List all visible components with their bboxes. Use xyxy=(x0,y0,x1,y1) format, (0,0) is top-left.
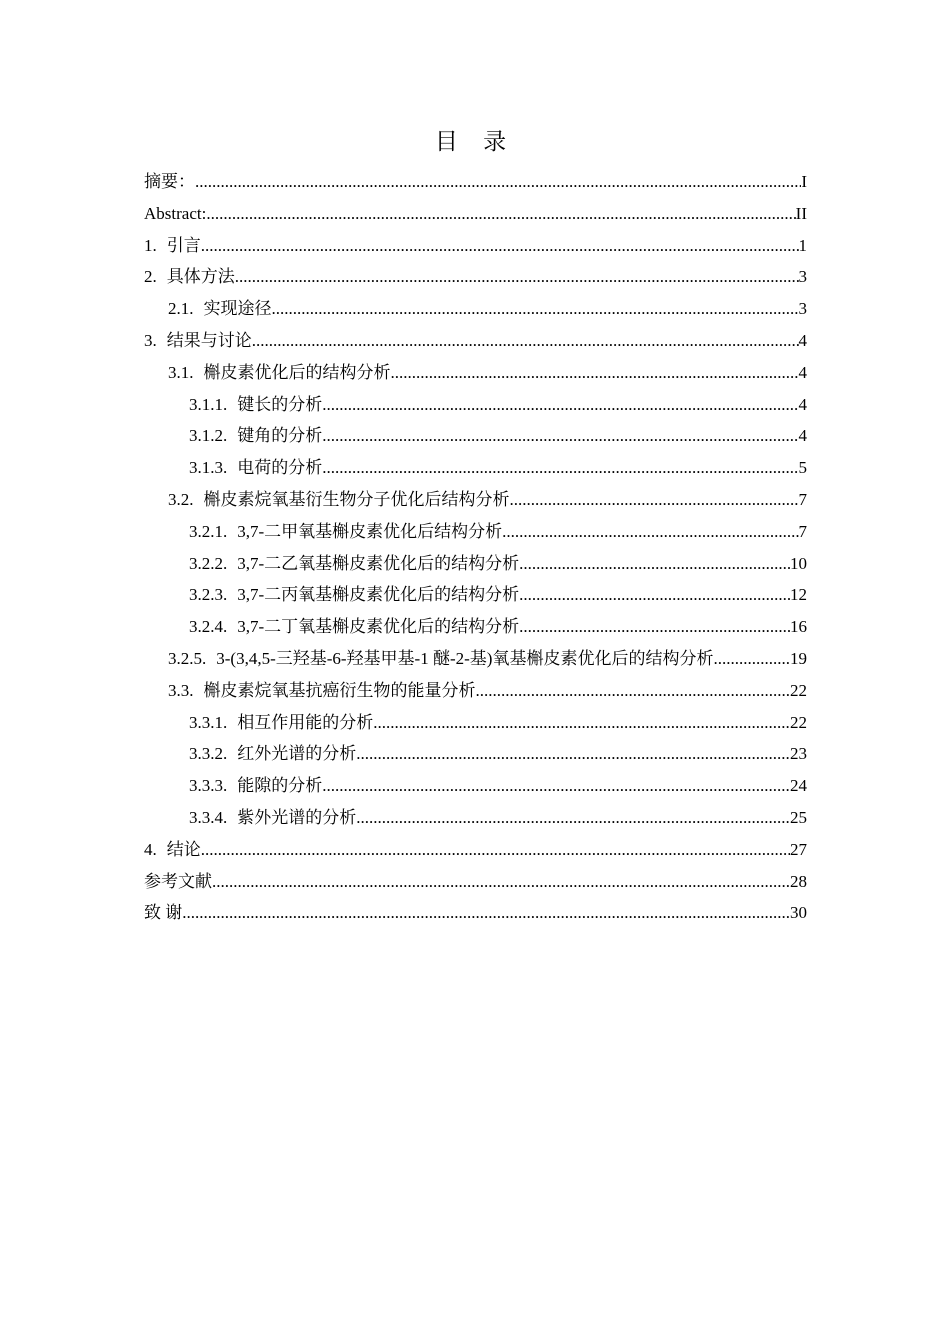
toc-entry-page: 24 xyxy=(790,776,807,796)
toc-entry-label: 槲皮素烷氧基衍生物分子优化后结构分析 xyxy=(203,489,510,509)
toc-entry-label: 3,7-二丙氧基槲皮素优化后的结构分析 xyxy=(237,585,520,605)
toc-entry[interactable] xyxy=(144,548,807,580)
toc-entry[interactable] xyxy=(144,643,807,675)
toc-dot-leader xyxy=(373,707,790,739)
toc-entry-page: 16 xyxy=(790,617,807,637)
toc-entry-label: 致 谢 xyxy=(144,903,183,923)
toc-dot-leader xyxy=(252,325,799,357)
toc-entry[interactable] xyxy=(144,230,807,262)
toc-entry-number: 2. xyxy=(144,267,157,287)
toc-dot-leader xyxy=(272,293,799,325)
toc-entry-label: 结论 xyxy=(166,839,201,859)
toc-entry-page: 22 xyxy=(790,680,807,700)
toc-entry-page: II xyxy=(795,203,807,223)
toc-dot-leader xyxy=(322,770,790,802)
toc-entry-number: 1. xyxy=(144,235,157,255)
toc-entry[interactable] xyxy=(144,166,807,198)
toc-entry-number: 3.1.1. xyxy=(189,394,228,414)
toc-entry-page: I xyxy=(801,172,807,191)
toc-entry-number: 3.2.3. xyxy=(189,585,228,605)
toc-entry-number: 3.2.4. xyxy=(189,617,228,637)
toc-entry[interactable] xyxy=(144,770,807,802)
toc-entry-label: 能隙的分析 xyxy=(237,776,323,796)
toc-entry-label: 槲皮素优化后的结构分析 xyxy=(203,362,391,382)
toc-dot-leader xyxy=(322,420,798,452)
toc-entry-page: 10 xyxy=(790,553,807,573)
toc-entry[interactable] xyxy=(144,516,807,548)
toc-entry-page: 3 xyxy=(798,299,807,319)
toc-entry-page: 27 xyxy=(790,839,807,859)
toc-dot-leader xyxy=(476,675,791,707)
toc-entry-page: 23 xyxy=(790,744,807,764)
toc-entry-number: 2.1. xyxy=(168,299,194,319)
toc-entry-label: 引言 xyxy=(166,235,201,255)
toc-entry-number: 3.1.3. xyxy=(189,458,228,478)
toc-entry-label: 红外光谱的分析 xyxy=(237,744,357,764)
toc-entry-label: 3-(3,4,5-三羟基-6-羟基甲基-1 醚-2-基)氧基槲皮素优化后的结构分析 xyxy=(216,648,714,668)
table-of-contents xyxy=(144,166,807,929)
toc-entry-number: 3.3. xyxy=(168,680,194,700)
toc-dot-leader xyxy=(519,579,790,611)
toc-entry-label: 电荷的分析 xyxy=(237,458,323,478)
toc-entry-page: 4 xyxy=(798,426,807,446)
toc-entry[interactable] xyxy=(144,897,807,929)
toc-entry-number: 4. xyxy=(144,839,157,859)
toc-entry-label: 3,7-二乙氧基槲皮素优化后的结构分析 xyxy=(237,553,520,573)
toc-dot-leader xyxy=(212,866,790,898)
toc-entry-label: 键长的分析 xyxy=(237,394,323,414)
toc-entry[interactable] xyxy=(144,738,807,770)
toc-entry-number: 3.2.5. xyxy=(168,648,207,668)
toc-dot-leader xyxy=(519,611,790,643)
toc-dot-leader xyxy=(502,516,798,548)
toc-entry-label: 3,7-二丁氧基槲皮素优化后的结构分析 xyxy=(237,617,520,637)
toc-dot-leader xyxy=(206,198,795,230)
toc-entry-label: 相互作用能的分析 xyxy=(237,712,374,732)
toc-dot-leader xyxy=(356,802,790,834)
toc-dot-leader xyxy=(182,897,790,929)
toc-entry-number: 3.2. xyxy=(168,489,194,509)
toc-entry[interactable] xyxy=(144,357,807,389)
toc-entry[interactable] xyxy=(144,802,807,834)
toc-dot-leader xyxy=(510,484,799,516)
toc-entry-page: 28 xyxy=(790,871,807,891)
toc-entry-number: 3. xyxy=(144,330,157,350)
toc-entry-page: 22 xyxy=(790,712,807,732)
toc-entry-page: 5 xyxy=(798,458,807,478)
toc-entry[interactable] xyxy=(144,325,807,357)
toc-entry-number: 3.3.4. xyxy=(189,807,228,827)
toc-entry-page: 4 xyxy=(798,330,807,350)
toc-dot-leader xyxy=(235,261,799,293)
toc-entry[interactable] xyxy=(144,452,807,484)
toc-entry[interactable] xyxy=(144,389,807,421)
toc-dot-leader xyxy=(356,738,790,770)
toc-dot-leader xyxy=(195,166,801,198)
toc-entry[interactable] xyxy=(144,420,807,452)
toc-entry-label: 键角的分析 xyxy=(237,426,323,446)
toc-entry-number: 3.2.1. xyxy=(189,521,228,541)
toc-dot-leader xyxy=(519,548,790,580)
page-title: 目 录 xyxy=(434,129,516,155)
toc-entry-number: 3.3.3. xyxy=(189,776,228,796)
toc-entry-page: 3 xyxy=(798,267,807,287)
toc-entry-label: 结果与讨论 xyxy=(166,330,252,350)
toc-entry-label: 具体方法 xyxy=(166,267,235,287)
toc-entry-page: 4 xyxy=(798,394,807,414)
toc-entry[interactable] xyxy=(144,579,807,611)
toc-entry-label: 槲皮素烷氧基抗癌衍生物的能量分析 xyxy=(203,680,476,700)
toc-entry-page: 7 xyxy=(798,489,807,509)
toc-entry-number: 3.2.2. xyxy=(189,553,228,573)
toc-entry[interactable] xyxy=(144,707,807,739)
toc-entry-page: 4 xyxy=(798,362,807,382)
toc-entry-label: 摘要： xyxy=(144,172,195,191)
toc-dot-leader xyxy=(713,643,790,675)
toc-entry-number: 3.1. xyxy=(168,362,194,382)
toc-entry-page: 30 xyxy=(790,903,807,923)
toc-entry-label: 参考文献 xyxy=(144,871,212,891)
toc-entry[interactable] xyxy=(144,834,807,866)
toc-dot-leader xyxy=(322,452,798,484)
toc-entry-page: 12 xyxy=(790,585,807,605)
toc-dot-leader xyxy=(391,357,799,389)
toc-dot-leader xyxy=(201,230,799,262)
toc-entry[interactable] xyxy=(144,261,807,293)
toc-entry[interactable] xyxy=(144,293,807,325)
toc-entry-number: 3.1.2. xyxy=(189,426,228,446)
toc-entry-label: 实现途径 xyxy=(203,299,272,319)
toc-entry-number: 3.3.2. xyxy=(189,744,228,764)
toc-entry-label: Abstract: xyxy=(144,203,207,223)
toc-entry-page: 19 xyxy=(790,648,807,668)
toc-entry-page: 1 xyxy=(798,235,807,255)
toc-dot-leader xyxy=(322,389,798,421)
toc-entry-label: 紫外光谱的分析 xyxy=(237,807,357,827)
toc-entry-page: 7 xyxy=(798,521,807,541)
toc-entry-label: 3,7-二甲氧基槲皮素优化后结构分析 xyxy=(237,521,503,541)
toc-entry[interactable] xyxy=(144,484,807,516)
toc-entry[interactable] xyxy=(144,198,807,230)
toc-entry[interactable] xyxy=(144,675,807,707)
toc-entry-page: 25 xyxy=(790,807,807,827)
toc-entry-number: 3.3.1. xyxy=(189,712,228,732)
toc-entry[interactable] xyxy=(144,866,807,898)
toc-dot-leader xyxy=(201,834,790,866)
toc-entry[interactable] xyxy=(144,611,807,643)
